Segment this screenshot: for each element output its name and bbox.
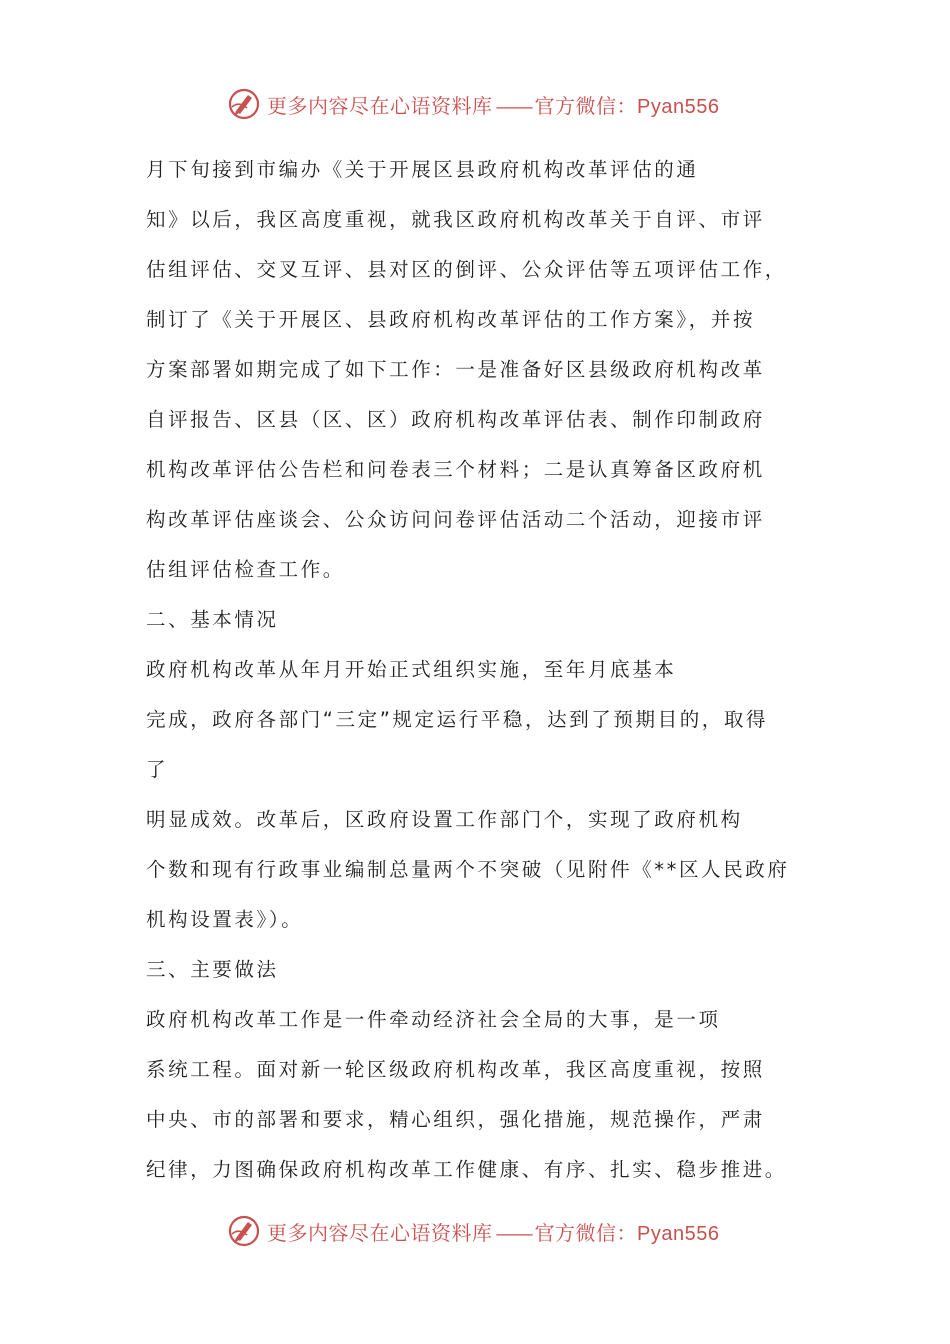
text-line: 知》以后，我区高度重视，就我区政府机构改革关于自评、市评 — [146, 208, 765, 231]
text-line: 了 — [146, 758, 169, 781]
section-heading-main-practices: 三、主要做法 — [146, 958, 279, 981]
text-line: 制订了《关于开展区、县政府机构改革评估的工作方案》，并按 — [146, 308, 756, 331]
text-line: 机构设置表》）。 — [146, 908, 304, 931]
text-line: 构改革评估座谈会、公众访问问卷评估活动二个活动，迎接市评 — [146, 508, 765, 531]
watermark-text — [267, 90, 719, 119]
watermark-label: 官方微信： — [534, 93, 637, 118]
watermark-brand: 更多内容尽在心语资料库 — [267, 93, 493, 118]
text-line: 政府机构改革从年月开始正式组织实施，至年月底基本 — [146, 658, 677, 681]
text-line: 个数和现有行政事业编制总量两个不突破（见附件《**区人民政府 — [146, 858, 790, 881]
pen-logo-icon — [227, 1214, 261, 1248]
text-line: 估组评估、交叉互评、县对区的倒评、公众评估等五项评估工作， — [146, 258, 787, 281]
text-line: 机构改革评估公告栏和问卷表三个材料；二是认真筹备区政府机 — [146, 458, 765, 481]
text-line: 自评报告、区县（区、区）政府机构改革评估表、制作印制政府 — [146, 408, 765, 431]
text-line: 系统工程。面对新一轮区级政府机构改革，我区高度重视，按照 — [146, 1058, 765, 1081]
watermark-dash: —— — [495, 93, 532, 118]
text-line: 估组评估检查工作。 — [146, 558, 345, 581]
text-line: 完成，政府各部门“三定”规定运行平稳，达到了预期目的，取得 — [146, 708, 769, 731]
text-line: 中央、市的部署和要求，精心组织，强化措施，规范操作，严肃 — [146, 1108, 765, 1131]
text-line: 月下旬接到市编办《关于开展区县政府机构改革评估的通 — [146, 158, 699, 181]
text-line: 纪律，力图确保政府机构改革工作健康、有序、扎实、稳步推进。 — [146, 1158, 787, 1181]
watermark-id: Pyan556 — [637, 95, 720, 118]
section-heading-basic-situation: 二、基本情况 — [146, 608, 279, 631]
watermark-dash: —— — [495, 1220, 532, 1245]
text-line: 政府机构改革工作是一件牵动经济社会全局的大事，是一项 — [146, 1008, 721, 1031]
text-line: 明显成效。改革后，区政府设置工作部门个，实现了政府机构 — [146, 808, 743, 831]
watermark-brand: 更多内容尽在心语资料库 — [267, 1220, 493, 1245]
watermark-text — [267, 1217, 719, 1246]
pen-logo-icon — [227, 87, 261, 121]
footer-watermark — [227, 1213, 719, 1249]
text-line: 方案部署如期完成了如下工作：一是准备好区县级政府机构改革 — [146, 358, 765, 381]
watermark-label: 官方微信： — [534, 1220, 637, 1245]
header-watermark — [227, 86, 719, 122]
watermark-id: Pyan556 — [637, 1222, 720, 1245]
document-body — [146, 150, 826, 1200]
